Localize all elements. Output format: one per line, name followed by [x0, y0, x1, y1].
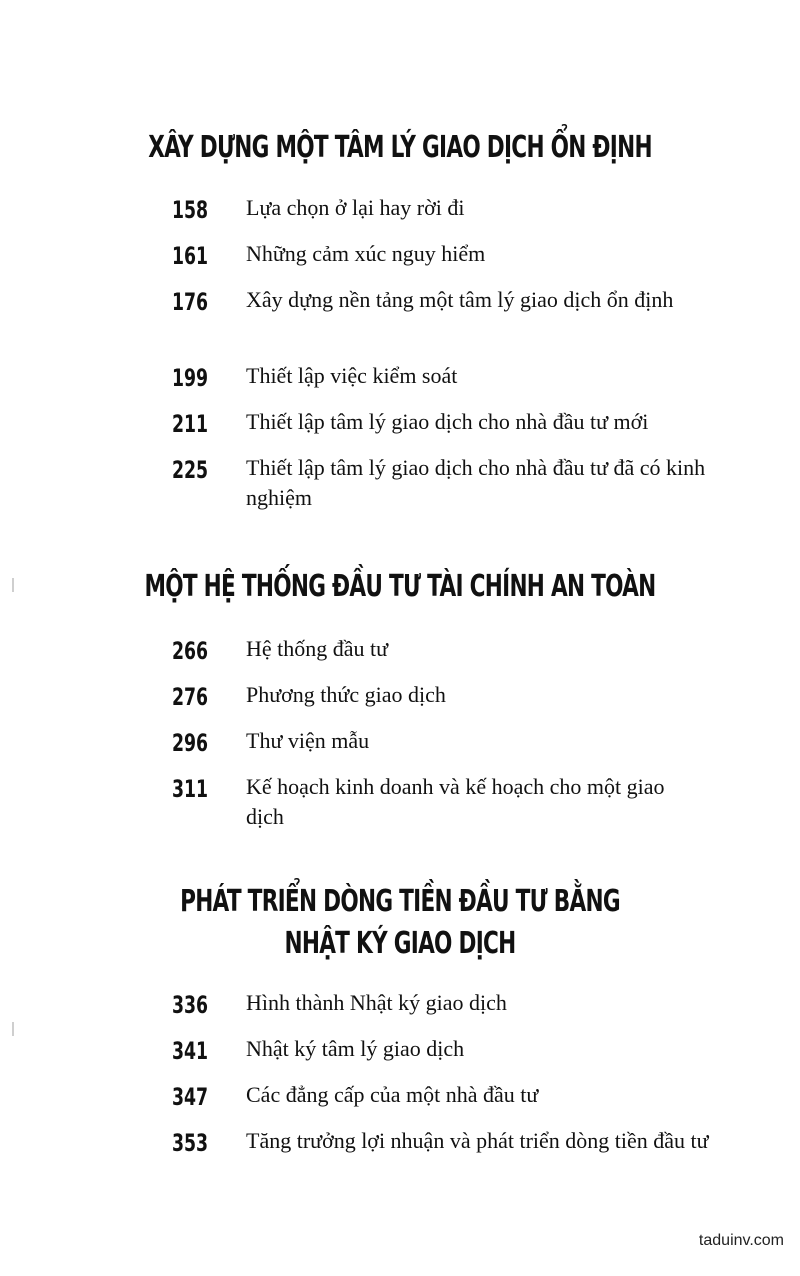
- section-title-2: MỘT HỆ THỐNG ĐẦU TƯ TÀI CHÍNH AN TOÀN: [144, 569, 656, 604]
- page-number: 276: [172, 683, 209, 711]
- entry-title: Thiết lập việc kiểm soát: [246, 363, 458, 388]
- entry-title: Các đẳng cấp của một nhà đầu tư: [246, 1082, 539, 1107]
- entry-title: Phương thức giao dịch: [246, 682, 446, 707]
- page-number: 347: [172, 1083, 209, 1111]
- page-number: 161: [172, 242, 209, 270]
- page-number: 266: [172, 637, 209, 665]
- page-number: 211: [172, 410, 209, 438]
- entry-title: Hệ thống đầu tư: [246, 636, 389, 661]
- entry-title: Hình thành Nhật ký giao dịch: [246, 990, 507, 1015]
- page-number: 296: [172, 729, 209, 757]
- page-number: 341: [172, 1037, 209, 1065]
- entry-title: Kế hoạch kinh doanh và kế hoạch cho một giao dịch: [246, 774, 665, 829]
- entry-title: Tăng trưởng lợi nhuận và phát triển dòng tiền đầu tư: [246, 1128, 709, 1153]
- entry-title: Những cảm xúc nguy hiểm: [246, 241, 486, 266]
- entry-title: Nhật ký tâm lý giao dịch: [246, 1036, 465, 1061]
- entry-title: Thiết lập tâm lý giao dịch cho nhà đầu tư đã có kinh nghiệm: [246, 455, 706, 510]
- page-number: 158: [172, 196, 209, 224]
- page-number: 199: [172, 364, 209, 392]
- section-title-1: XÂY DỰNG MỘT TÂM LÝ GIAO DỊCH ỔN ĐỊNH: [148, 130, 652, 165]
- entry-title: Thư viện mẫu: [246, 728, 370, 753]
- page-number: 336: [172, 991, 209, 1019]
- section-title-3-line1: PHÁT TRIỂN DÒNG TIỀN ĐẦU TƯ BẰNG: [180, 884, 620, 919]
- entry-title: Xây dựng nền tảng một tâm lý giao dịch ổn định: [246, 287, 674, 312]
- entry-title: Thiết lập tâm lý giao dịch cho nhà đầu tư mới: [246, 409, 649, 434]
- entry-title: Lựa chọn ở lại hay rời đi: [246, 195, 465, 220]
- scan-mark: [12, 1022, 14, 1036]
- scan-mark: [12, 578, 14, 592]
- page-number: 225: [172, 456, 209, 484]
- watermark-site: taduinv.com: [698, 1232, 784, 1249]
- section-title-3-line2: NHẬT KÝ GIAO DỊCH: [284, 926, 516, 961]
- page-number: 311: [172, 775, 209, 803]
- page-number: 176: [172, 288, 209, 316]
- page-number: 353: [172, 1129, 209, 1157]
